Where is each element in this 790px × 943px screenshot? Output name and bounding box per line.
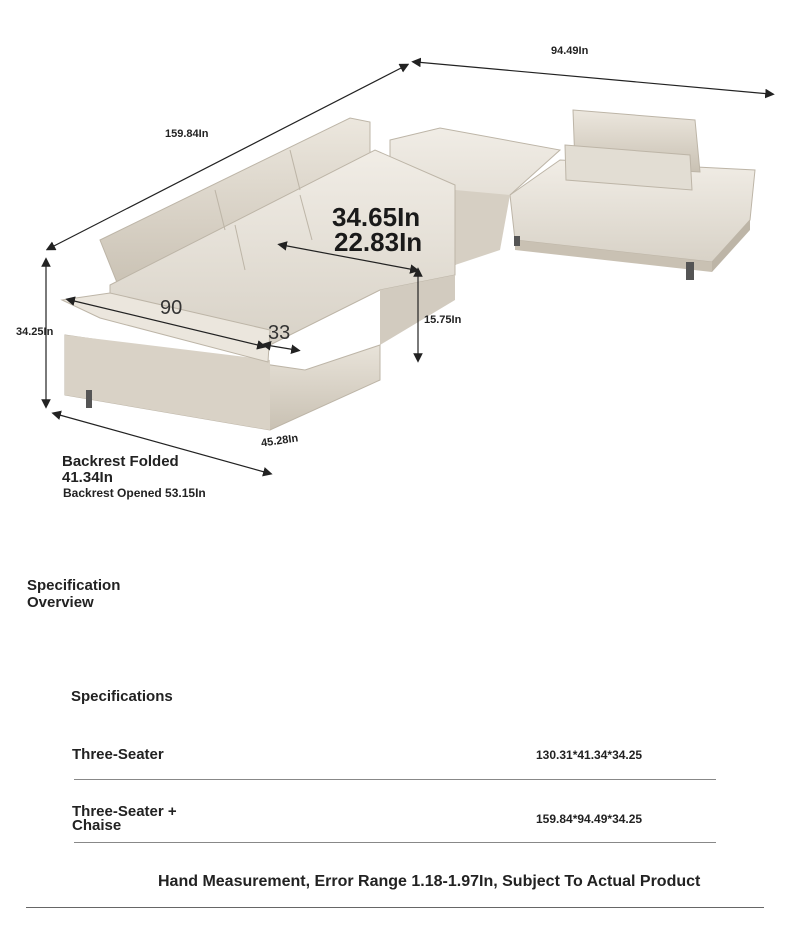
- dim-depth: 45.28In: [260, 432, 299, 450]
- backrest-folded-value: 41.34In: [62, 469, 113, 486]
- spec-row-divider: [74, 779, 716, 780]
- spec-row-divider: [74, 842, 716, 843]
- bottom-divider: [26, 907, 764, 908]
- specification-overview-title: Specification Overview: [27, 577, 121, 611]
- dim-seat-height: 15.75In: [424, 314, 462, 326]
- dim-chaise-width: 22.83In: [334, 227, 423, 257]
- spec-row-value: 130.31*41.34*34.25: [536, 748, 643, 762]
- measurement-note: Hand Measurement, Error Range 1.18-1.97In, Subject To Actual Product: [158, 873, 701, 890]
- dim-chaise-length: 34.65In: [332, 202, 421, 232]
- specifications-heading: Specifications: [71, 688, 173, 705]
- backrest-folded-label: Backrest Folded: [62, 453, 179, 470]
- spec-row-label: Three-Seater + Chaise: [72, 803, 177, 834]
- dim-armrest-length: 90: [160, 297, 183, 319]
- dim-armrest-width: 33: [268, 322, 291, 344]
- spec-row-value: 159.84*94.49*34.25: [536, 812, 643, 826]
- backrest-folded: [62, 454, 179, 486]
- backrest-opened: Backrest Opened 53.15In: [63, 486, 206, 500]
- spec-row-label: Three-Seater: [72, 746, 164, 763]
- dim-width-right: 94.49In: [551, 45, 589, 57]
- three-seater-module: [62, 118, 455, 430]
- chaise-module: [510, 110, 755, 280]
- dim-height-total: 34.25In: [16, 326, 54, 338]
- dim-length-left: 159.84In: [165, 128, 209, 140]
